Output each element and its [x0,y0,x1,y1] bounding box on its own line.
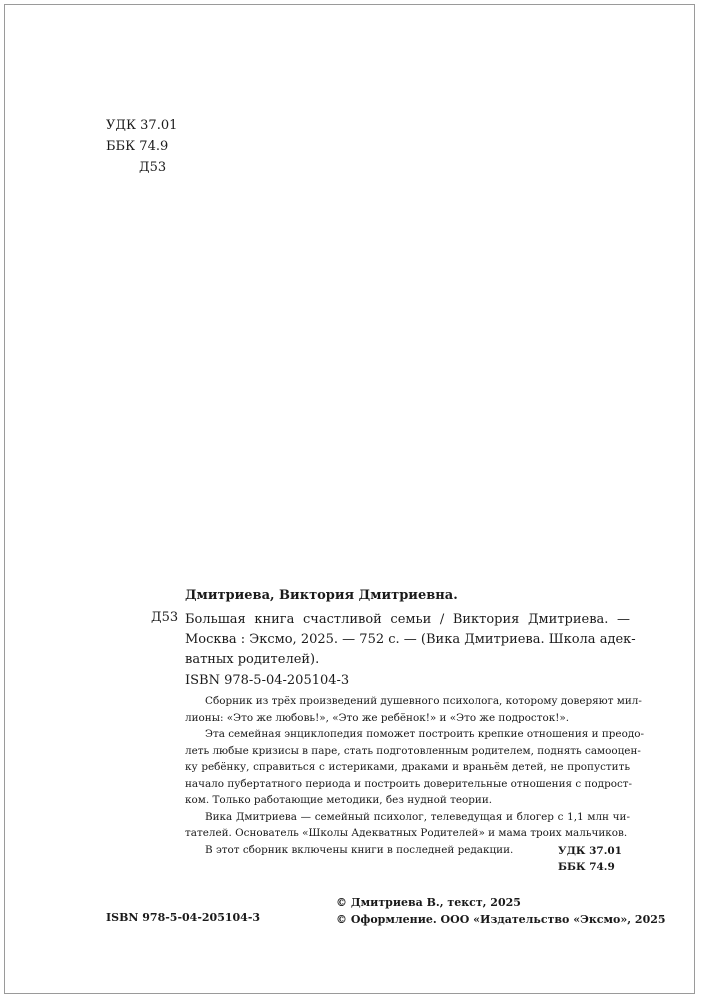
bib-line: Москва : Эксмо, 2025. — 752 с. — (Вика Дмитриева. Школа адек- [185,632,636,647]
annotation-line: Эта семейная энциклопедия поможет построить крепкие отношения и преодо- [205,728,644,740]
annotation-line: тателей. Основатель «Школы Адекватных Родителей» и мама троих мальчиков. [185,827,628,839]
footer-isbn: ISBN 978-5-04-205104-3 [106,911,261,924]
record-author: Дмитриева, Виктория Дмитриевна. [185,588,458,603]
record-cipher: Д53 [151,610,179,625]
author-cipher: Д53 [139,160,167,175]
annotation-line: В этот сборник включены книги в последней редакции. [205,843,514,856]
annotation [185,693,644,858]
annotation-line: ком. Только работающие методики, без нудной теории. [185,794,493,806]
copyright-block [336,894,666,928]
bib-line: Большая книга счастливой семьи / Виктория Дмитриева. — [185,612,630,627]
classification-codes-top [106,115,177,178]
udk-code: УДК 37.01 [558,845,622,857]
bibliographic-description [185,610,636,670]
classification-codes-bottom [558,843,622,875]
annotation-line: Вика Дмитриева — семейный психолог, телеведущая и блогер с 1,1 млн чи- [205,810,630,823]
udk-code: УДК 37.01 [106,118,178,133]
annotation-line: ку ребёнку, справиться с истериками, драками и враньём детей, не пропустить [185,761,630,773]
copyright-design: © Оформление. ООО «Издательство «Эксмо», 2025 [336,913,666,926]
bbk-code: ББК 74.9 [106,139,169,154]
bib-line: ватных родителей). [185,652,320,667]
bbk-code: ББК 74.9 [558,861,615,873]
copyright-text: © Дмитриева В., текст, 2025 [336,896,521,909]
copyright-page [4,4,695,994]
annotation-line: лионы: «Это же любовь!», «Это же ребёнок!» и «Это же подросток!». [185,711,570,724]
annotation-line: начало пубертатного периода и построить доверительные отношения с подрост- [185,777,633,790]
record-isbn: ISBN 978-5-04-205104-3 [185,673,350,688]
annotation-line: Сборник из трёх произведений душевного психолога, которому доверяют мил- [205,695,642,707]
annotation-line: леть любые кризисы в паре, стать подготовленным родителем, поднять самооцен- [185,744,641,757]
